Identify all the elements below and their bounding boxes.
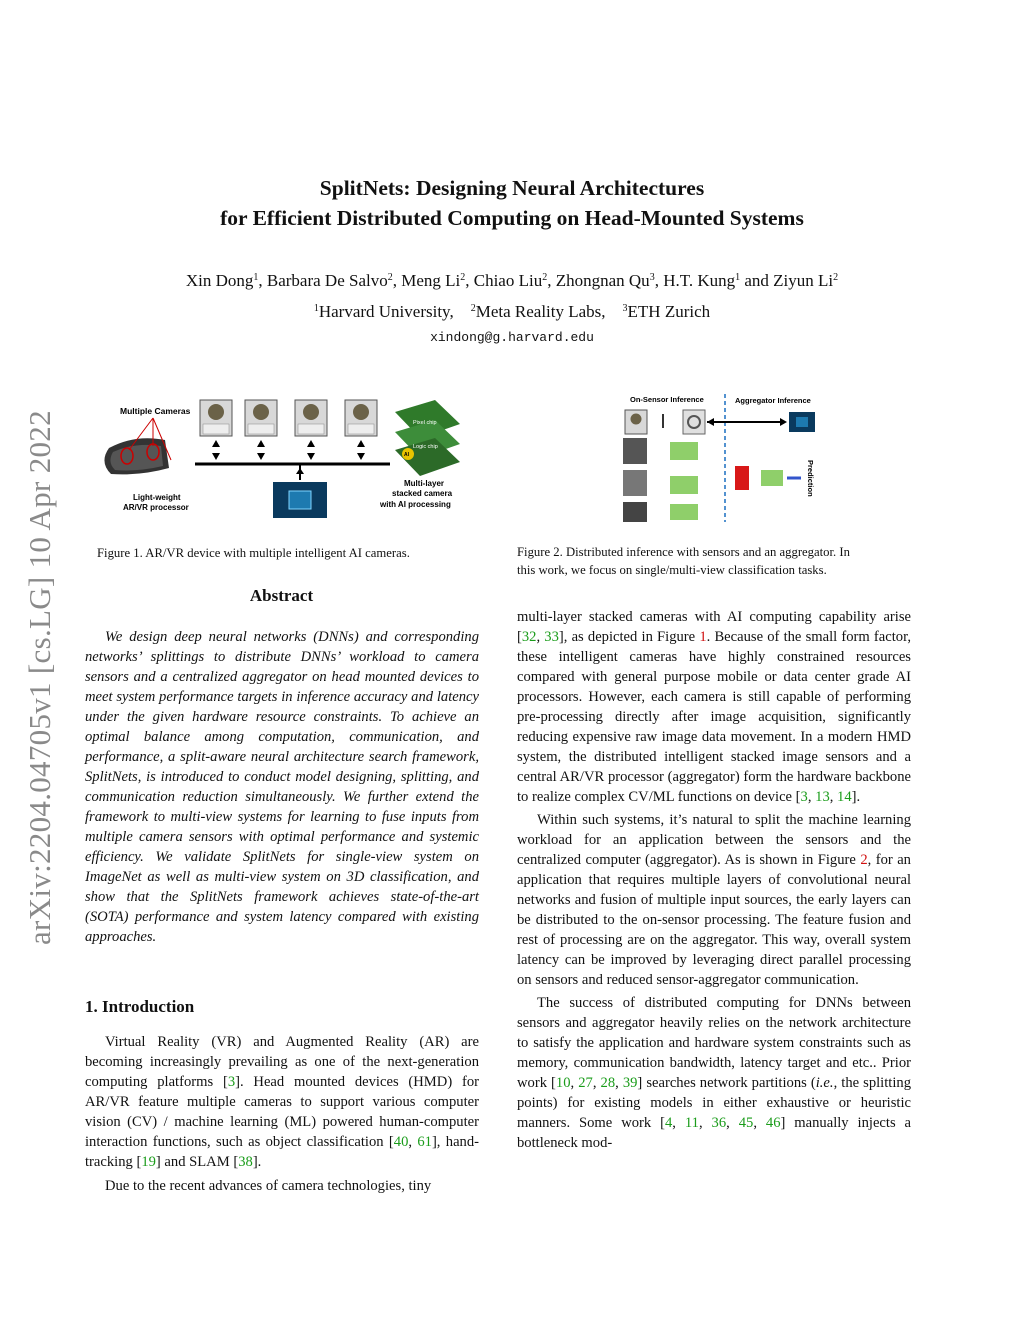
citation-link[interactable]: 14 bbox=[837, 789, 852, 805]
camera-module-icon bbox=[200, 400, 232, 436]
text-run: ] searches network partitions ( bbox=[637, 1075, 816, 1091]
text-run: ]. bbox=[851, 789, 861, 805]
label-stacked-line-3: with AI processing bbox=[380, 500, 451, 509]
author-conjunction: and bbox=[744, 271, 769, 290]
figure-2-diagram bbox=[615, 390, 830, 525]
text-run: Within such systems, it’s natural to split the machine learning workload for an application between the sensors and the centralized computer (aggregator). As is shown in Figure bbox=[517, 812, 911, 868]
input-view-image bbox=[623, 438, 647, 464]
abstract-heading: Abstract bbox=[249, 586, 314, 605]
camera-module-icon bbox=[295, 400, 327, 436]
text-run: The success of distributed computing for DNNs between sensors and aggregator heavily relies on the network architecture to satisfy the application and hardware system constraints such as memory, communication bandwidth, latency target and etc.. Prior work [ bbox=[517, 995, 911, 1091]
introduction-heading: 1. Introduction bbox=[85, 997, 195, 1016]
text-run: , for an application that requires multiple layers of convolutional neural networks and fusion of multiple input sources, the early layers can be distributed to the on-sensor processing. The feature fusion and rest of processing are on the aggregator. This way, overall system latency can be improved by leveraging direct parallel processing on sensors and reduced sensor-aggregator communication. bbox=[517, 852, 911, 988]
figure-1-caption: Figure 1. AR/VR device with multiple intelligent AI cameras. bbox=[97, 546, 410, 560]
affiliation-mark: 2 bbox=[542, 272, 548, 283]
text-run: ] and SLAM [ bbox=[155, 1154, 239, 1170]
citation-link[interactable]: 40 bbox=[393, 1134, 409, 1150]
citation-link[interactable]: 45 bbox=[738, 1115, 754, 1131]
text-run: i.e. bbox=[815, 1075, 834, 1091]
abstract-paragraph: We design deep neural networks (DNNs) and corresponding networks’ splittings to distribute DNNs’ workload to camera sensors and a centralized aggregator on head mounted devices to meet system performance targets in inference accuracy and latency under the given hardware resource constraints. To achieve an optimal balance among computation, communication, and performance, a split-aware neural architecture search framework, SplitNets, is introduced to conduct model designing, splitting, and communication reduction simultaneously. We further extend the framework to multi-view systems for learning to fuse inputs from multiple camera sensors with optimal performance and systemic efficiency. We validate SplitNets for single-view system on ImageNet as well as multi-view system on 3D classification, and show that the SplitNets framework achieves state-of-the-art (SOTA) performance and system latency compared with existing approaches. bbox=[85, 629, 479, 945]
author-name: H.T. Kung bbox=[663, 271, 736, 290]
text-run: ]. bbox=[252, 1154, 262, 1170]
label-aggregator-inference: Aggregator Inference bbox=[735, 396, 811, 405]
citation-link[interactable]: 3 bbox=[800, 789, 808, 805]
citation-link[interactable]: 61 bbox=[417, 1134, 432, 1150]
paper-title-line-1: SplitNets: Designing Neural Architectures bbox=[319, 176, 705, 200]
text-run: , bbox=[753, 1115, 766, 1131]
affiliation-name: Harvard University, bbox=[318, 302, 454, 321]
sensor-network-icon bbox=[670, 442, 698, 520]
citation-link[interactable]: 36 bbox=[711, 1115, 727, 1131]
intro-paragraph-1 bbox=[85, 1032, 479, 1172]
affiliation-name: Meta Reality Labs, bbox=[475, 302, 606, 321]
affiliation-mark: 3 bbox=[622, 303, 628, 314]
citation-link[interactable]: 10 bbox=[555, 1075, 571, 1091]
introduction-left-column bbox=[85, 1032, 479, 1196]
fusion-block bbox=[735, 466, 749, 490]
affiliation-mark: 3 bbox=[649, 272, 655, 283]
text-run: , bbox=[592, 1075, 601, 1091]
text-run: multi-layer stacked cameras with AI computing capability arise [ bbox=[517, 609, 911, 645]
right-paragraph-3 bbox=[517, 993, 911, 1153]
camera-module-icon bbox=[345, 400, 377, 436]
citation-link[interactable]: 27 bbox=[578, 1075, 593, 1091]
text-run: ], as depicted in Figure bbox=[558, 629, 700, 645]
right-column-body bbox=[517, 607, 911, 1153]
text-run: , the splitting points) for existing models in either exhaustive or heuristic manners. Some work [ bbox=[517, 1075, 911, 1131]
camera-module-icon bbox=[245, 400, 277, 436]
figure-1-diagram bbox=[95, 390, 480, 525]
stacked-chip-icon bbox=[395, 400, 460, 476]
text-run: Virtual Reality (VR) and Augmented Reality (AR) are becoming increasingly prevailing as one of the next-generation computing platforms [ bbox=[85, 1034, 479, 1090]
text-run: , bbox=[807, 789, 816, 805]
label-processor-line-2: AR/VR processor bbox=[123, 503, 189, 512]
text-run: , bbox=[615, 1075, 623, 1091]
gear-icon bbox=[683, 410, 705, 434]
affiliation-mark: 2 bbox=[387, 272, 393, 283]
author-list: Xin Dong$^1$, Barbara De Salvo$^2$, Meng Li$^2$, Chiao Liu$^2$, Zhongnan Qu$^3$, H.T. Kung$^1$ and Ziyun Li$^2$ bbox=[185, 271, 839, 290]
citation-link[interactable]: 11 bbox=[684, 1115, 699, 1131]
abstract-body bbox=[85, 627, 479, 947]
affiliation-mark: 1 bbox=[735, 272, 741, 283]
figure-2-caption-line-2: this work, we focus on single/multi-view classification tasks. bbox=[517, 563, 827, 577]
arxiv-identifier: arXiv:2204.04705v1 [cs.LG] 10 Apr 2022 bbox=[22, 410, 57, 945]
label-pixel-chip: Pixel chip bbox=[413, 420, 437, 426]
author-name: Meng Li bbox=[401, 271, 461, 290]
text-run: ]. Head mounted devices (HMD) for AR/VR feature multiple cameras to support various computer vision (CV) / machine learning (ML) powered human-computer interaction functions, such as object classification [ bbox=[85, 1074, 479, 1150]
figure-2-caption-line-1: Figure 2. Distributed inference with sensors and an aggregator. In bbox=[517, 545, 850, 559]
affiliation-mark: 2 bbox=[460, 272, 466, 283]
citation-link[interactable]: 39 bbox=[622, 1075, 638, 1091]
text-run: , bbox=[829, 789, 838, 805]
author-name: Barbara De Salvo bbox=[266, 271, 388, 290]
label-ai: AI bbox=[404, 452, 409, 458]
text-run: . Because of the small form factor, these intelligent cameras have highly constrained resources compared with general purpose mobile or data center grade AI processors. However, each camera is still capable of performing pre-processing directly after image acquisition, significantly reducing expensive raw image data movement. In a modern HMD system, the distributed intelligent stacked image sensors and a central AR/VR processor (aggregator) form the hardware backbone to realize complex CV/ML functions on device [ bbox=[517, 629, 912, 805]
label-prediction: Prediction bbox=[806, 460, 815, 497]
right-paragraph-2 bbox=[517, 810, 911, 990]
citation-link[interactable]: 32 bbox=[521, 629, 537, 645]
text-run: , bbox=[536, 629, 545, 645]
processor-chip-icon bbox=[273, 482, 327, 518]
input-view-image bbox=[623, 470, 647, 496]
text-run: , bbox=[672, 1115, 685, 1131]
camera-module-icon bbox=[625, 410, 647, 434]
author-name: Xin Dong bbox=[185, 271, 254, 290]
text-run: , bbox=[570, 1075, 579, 1091]
author-name: Chiao Liu bbox=[473, 271, 543, 290]
text-run: , bbox=[408, 1134, 418, 1150]
text-run: ] manually injects a bottleneck mod- bbox=[517, 1115, 912, 1151]
aggregator-network-icon bbox=[761, 470, 783, 486]
citation-link[interactable]: 4 bbox=[664, 1115, 673, 1131]
label-logic-chip: Logic chip bbox=[413, 444, 438, 450]
citation-link[interactable]: 33 bbox=[544, 629, 559, 645]
affiliation-mark: 1 bbox=[313, 303, 319, 314]
author-email: xindong@g.harvard.edu bbox=[430, 330, 594, 345]
vr-headset-icon bbox=[104, 438, 169, 474]
affiliation-list bbox=[0, 302, 1024, 322]
label-processor-line-1: Light-weight bbox=[133, 493, 181, 502]
figure-reference-link[interactable]: 1 bbox=[699, 629, 707, 645]
author-name: Zhongnan Qu bbox=[555, 271, 650, 290]
input-view-image bbox=[623, 502, 647, 522]
citation-link[interactable]: 13 bbox=[815, 789, 830, 805]
affiliation-mark: 2 bbox=[470, 303, 476, 314]
right-paragraph-1 bbox=[517, 607, 911, 807]
affiliation-mark: 2 bbox=[833, 272, 839, 283]
citation-link[interactable]: 3 bbox=[227, 1074, 236, 1090]
citation-link[interactable]: 28 bbox=[600, 1075, 616, 1091]
label-stacked-line-2: stacked camera bbox=[392, 489, 453, 498]
citation-link[interactable]: 19 bbox=[141, 1154, 156, 1170]
citation-link[interactable]: 38 bbox=[238, 1154, 253, 1170]
author-name: Ziyun Li bbox=[773, 271, 834, 290]
affiliation-name: ETH Zurich bbox=[627, 302, 711, 321]
text-run: , bbox=[698, 1115, 712, 1131]
text-run: , bbox=[726, 1115, 739, 1131]
label-multiple-cameras: Multiple Cameras bbox=[120, 406, 191, 416]
citation-link[interactable]: 46 bbox=[765, 1115, 781, 1131]
label-on-sensor-inference: On-Sensor Inference bbox=[630, 395, 704, 404]
paper-title-line-2: for Efficient Distributed Computing on Head-Mounted Systems bbox=[220, 206, 804, 230]
affiliation-mark: 1 bbox=[253, 272, 259, 283]
text-run: ], hand-tracking [ bbox=[85, 1134, 480, 1170]
label-stacked-line-1: Multi-layer bbox=[404, 479, 445, 488]
figure-reference-link[interactable]: 2 bbox=[860, 852, 868, 868]
intro-paragraph-2: Due to the recent advances of camera technologies, tiny bbox=[105, 1178, 432, 1194]
processor-chip-icon bbox=[789, 412, 815, 432]
